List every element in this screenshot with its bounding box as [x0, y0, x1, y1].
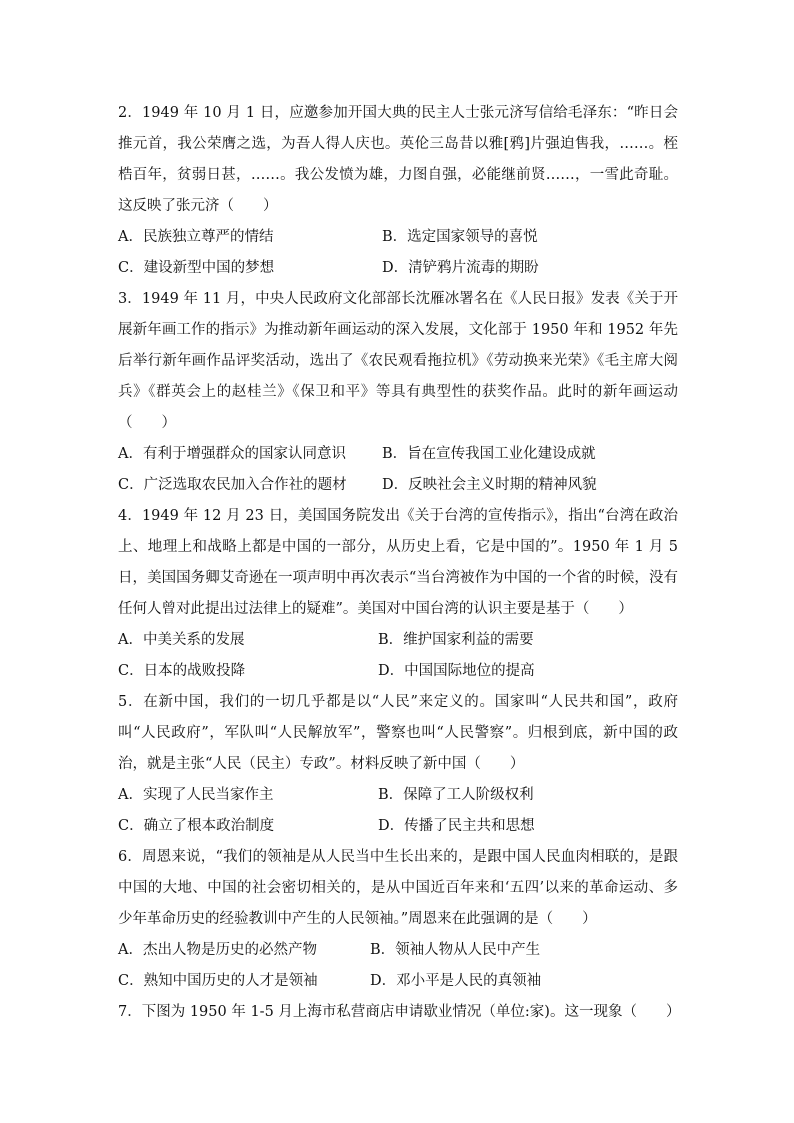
question-6-option-a[interactable]: A．杰出人物是历史的必然产物: [118, 942, 317, 958]
question-5-option-b[interactable]: B．保障了工人阶级权利: [378, 787, 534, 803]
question-7: [118, 997, 681, 1028]
question-4: [118, 501, 678, 687]
question-3-options-row-1: [118, 439, 678, 470]
question-4-option-a[interactable]: A．中美关系的发展: [118, 632, 245, 648]
question-2-option-d[interactable]: D．清铲鸦片流毒的期盼: [382, 260, 539, 276]
question-4-option-d[interactable]: D．中国国际地位的提高: [378, 663, 535, 679]
question-3-stem: 3．1949 年 11 月，中央人民政府文化部部长沈雁冰署名在《人民日报》发表《关于开展新年画工作的指示》为推动新年画运动的深入发展，文化部于 1950 年和 1952 年先后举行新年画作品评奖活动，选出了《农民观看拖拉机》《劳动换来光荣》《毛主席大阅兵》《群英会上的赵桂兰》《保卫和平》等具有典型性的获奖作品。此时的新年画运动（ ）: [118, 291, 678, 431]
question-5-option-c[interactable]: C．确立了根本政治制度: [118, 818, 275, 834]
question-3-option-a[interactable]: A．有利于增强群众的国家认同意识: [118, 446, 346, 462]
question-5-options-row-2: [118, 811, 678, 842]
question-6-option-b[interactable]: B．领袖人物从人民中产生: [370, 942, 541, 958]
question-list: [118, 98, 681, 1028]
question-3-options-row-2: [118, 470, 678, 501]
question-4-stem: 4．1949 年 12 月 23 日，美国国务院发出《关于台湾的宣传指示》，指出“台湾在政治上、地理上和战略上都是中国的一部分，从历史上看，它是中国的”。1950 年 1 月 5 日，美国国务卿艾奇逊在一项声明中再次表示“当台湾被作为中国的一个省的时候，没有任何人曾对此提出过法律上的疑难”。美国对中国台湾的认识主要是基于（ ）: [118, 508, 678, 617]
question-5: [118, 687, 678, 842]
question-6-stem: 6．周恩来说，“我们的领袖是从人民当中生长出来的，是跟中国人民血肉相联的，是跟中国的大地、中国的社会密切相关的，是从中国近百年来和‘五四’以来的革命运动、多少年革命历史的经验教训中产生的人民领袖。”周恩来在此强调的是（ ）: [118, 849, 678, 927]
question-5-option-d[interactable]: D．传播了民主共和思想: [378, 818, 535, 834]
question-6-options-row-1: [118, 935, 678, 966]
question-4-option-c[interactable]: C．日本的战败投降: [118, 663, 246, 679]
question-2-stem: 2．1949 年 10 月 1 日，应邀参加开国大典的民主人士张元济写信给毛泽东：“昨日会推元首，我公荣膺之选，为吾人得人庆也。英伦三岛昔以雅[鸦]片强迫售我，……。桎梏百年，贫弱日甚，……。我公发愤为雄，力图自强，必能继前贤……，一雪此奇耻。这反映了张元济（ ）: [118, 105, 678, 214]
question-6-option-d[interactable]: D．邓小平是人民的真领袖: [370, 973, 542, 989]
question-2-options-row-2: [118, 253, 678, 284]
question-6: [118, 842, 678, 997]
question-3-option-d[interactable]: D．反映社会主义时期的精神风貌: [382, 477, 597, 493]
question-6-option-c[interactable]: C．熟知中国历史的人才是领袖: [118, 973, 318, 989]
question-2-option-c[interactable]: C．建设新型中国的梦想: [118, 260, 275, 276]
question-2-option-a[interactable]: A．民族独立尊严的情结: [118, 229, 274, 245]
question-2-options-row-1: [118, 222, 678, 253]
question-5-stem: 5．在新中国，我们的一切几乎都是以“人民”来定义的。国家叫“人民共和国”，政府叫“人民政府”，军队叫“人民解放军”，警察也叫“人民警察”。归根到底，新中国的政治，就是主张“人民（民主）专政”。材料反映了新中国（ ）: [118, 694, 678, 772]
question-6-options-row-2: [118, 966, 678, 997]
question-5-options-row-1: [118, 780, 678, 811]
question-3-option-c[interactable]: C．广泛选取农民加入合作社的题材: [118, 477, 347, 493]
question-3-option-b[interactable]: B．旨在宣传我国工业化建设成就: [382, 446, 596, 462]
question-5-option-a[interactable]: A．实现了人民当家作主: [118, 787, 274, 803]
question-2: [118, 98, 678, 284]
question-4-option-b[interactable]: B．维护国家利益的需要: [378, 632, 534, 648]
question-4-options-row-2: [118, 656, 678, 687]
question-2-option-b[interactable]: B．选定国家领导的喜悦: [382, 229, 538, 245]
question-7-stem: 7．下图为 1950 年 1-5 月上海市私营商店申请歇业情况（单位:家)。这一现象（ ）: [118, 1004, 681, 1020]
question-4-options-row-1: [118, 625, 678, 656]
question-3: [118, 284, 678, 501]
